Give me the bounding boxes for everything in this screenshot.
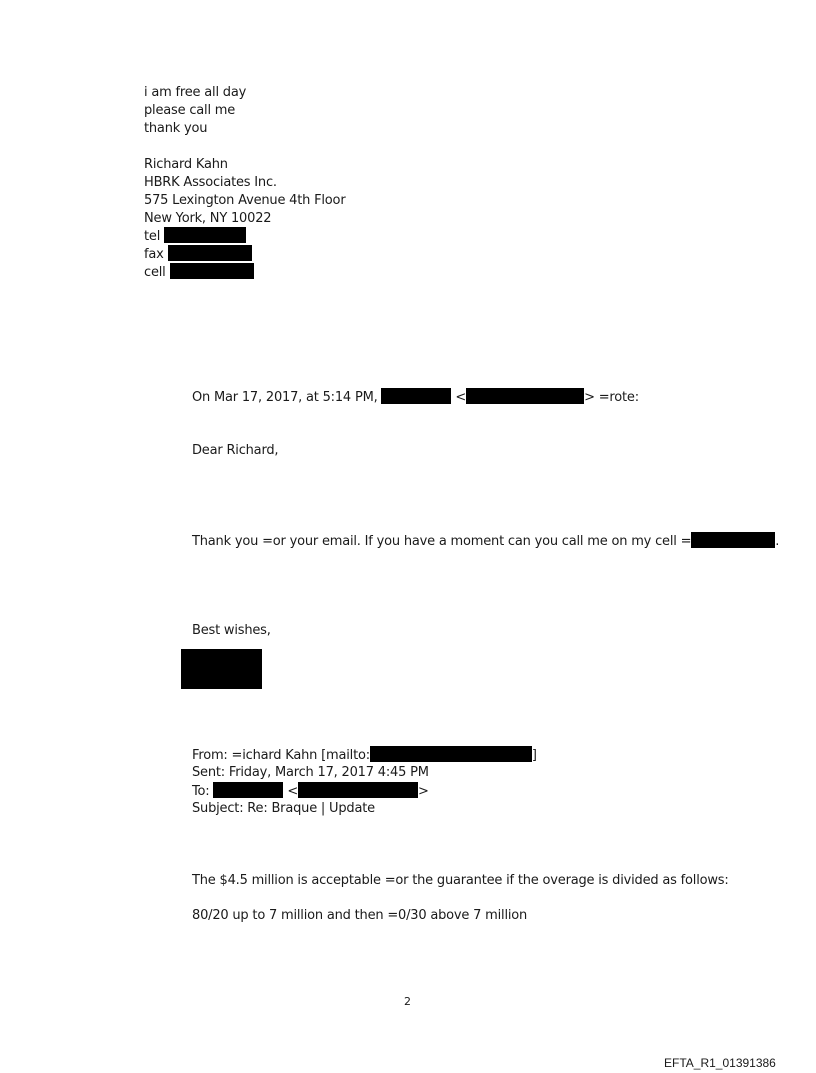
fax-label: fax	[144, 247, 164, 262]
signature-name: Richard Kahn	[144, 157, 228, 172]
signature-company: HBRK Associates Inc.	[144, 175, 277, 190]
signature-tel-row	[144, 227, 246, 246]
sender-email-redaction	[466, 388, 584, 404]
reply-header-prefix: On Mar 17, 2017, at 5:14 PM,	[192, 390, 378, 405]
reply-body-end: .	[775, 534, 780, 549]
note-line-2: please call me	[144, 103, 236, 118]
message-paragraph-1: The $4.5 million is acceptable =or the guarantee if the overage is divided as follows:	[192, 873, 729, 888]
to-label: To:	[192, 784, 210, 799]
note-line-1: i am free all day	[144, 85, 247, 100]
mailto-redaction	[370, 746, 532, 762]
reply-body	[192, 532, 779, 551]
from-end: ]	[531, 748, 537, 763]
signature-cell-row	[144, 263, 254, 282]
message-paragraph-2: 80/20 up to 7 million and then =0/30 above 7 million	[192, 908, 528, 923]
cell-redaction	[170, 263, 254, 279]
from-line	[192, 746, 537, 765]
signature-address-line-1: 575 Lexington Avenue 4th Floor	[144, 193, 346, 208]
sent-line: Sent: Friday, March 17, 2017 4:45 PM	[192, 765, 429, 780]
reply-closing: Best wishes,	[192, 623, 271, 638]
reply-greeting: Dear Richard,	[192, 443, 279, 458]
note-line-3: thank you	[144, 121, 208, 136]
reply-header-suffix: > =rote:	[584, 390, 639, 405]
reply-header	[192, 388, 639, 407]
signature-redaction	[181, 649, 262, 689]
from-text: From: =ichard Kahn [mailto:	[192, 748, 370, 763]
to-line	[192, 782, 429, 801]
tel-redaction	[164, 227, 246, 243]
fax-redaction	[168, 245, 252, 261]
to-gt: >	[418, 784, 429, 799]
cell-number-redaction	[691, 532, 775, 548]
cell-label: cell	[144, 265, 166, 280]
tel-label: tel	[144, 229, 161, 244]
signature-fax-row	[144, 245, 252, 264]
reply-header-lt: <	[455, 390, 467, 405]
to-lt: <	[287, 784, 299, 799]
reply-body-text: Thank you =or your email. If you have a moment can you call me on my cell =	[192, 534, 692, 549]
page-number: 2	[404, 995, 411, 1008]
signature-address-line-2: New York, NY 10022	[144, 211, 272, 226]
document-id: EFTA_R1_01391386	[664, 1056, 776, 1070]
sender-name-redaction	[381, 388, 451, 404]
recipient-name-redaction	[213, 782, 283, 798]
recipient-email-redaction	[298, 782, 418, 798]
subject-line: Subject: Re: Braque | Update	[192, 801, 375, 816]
